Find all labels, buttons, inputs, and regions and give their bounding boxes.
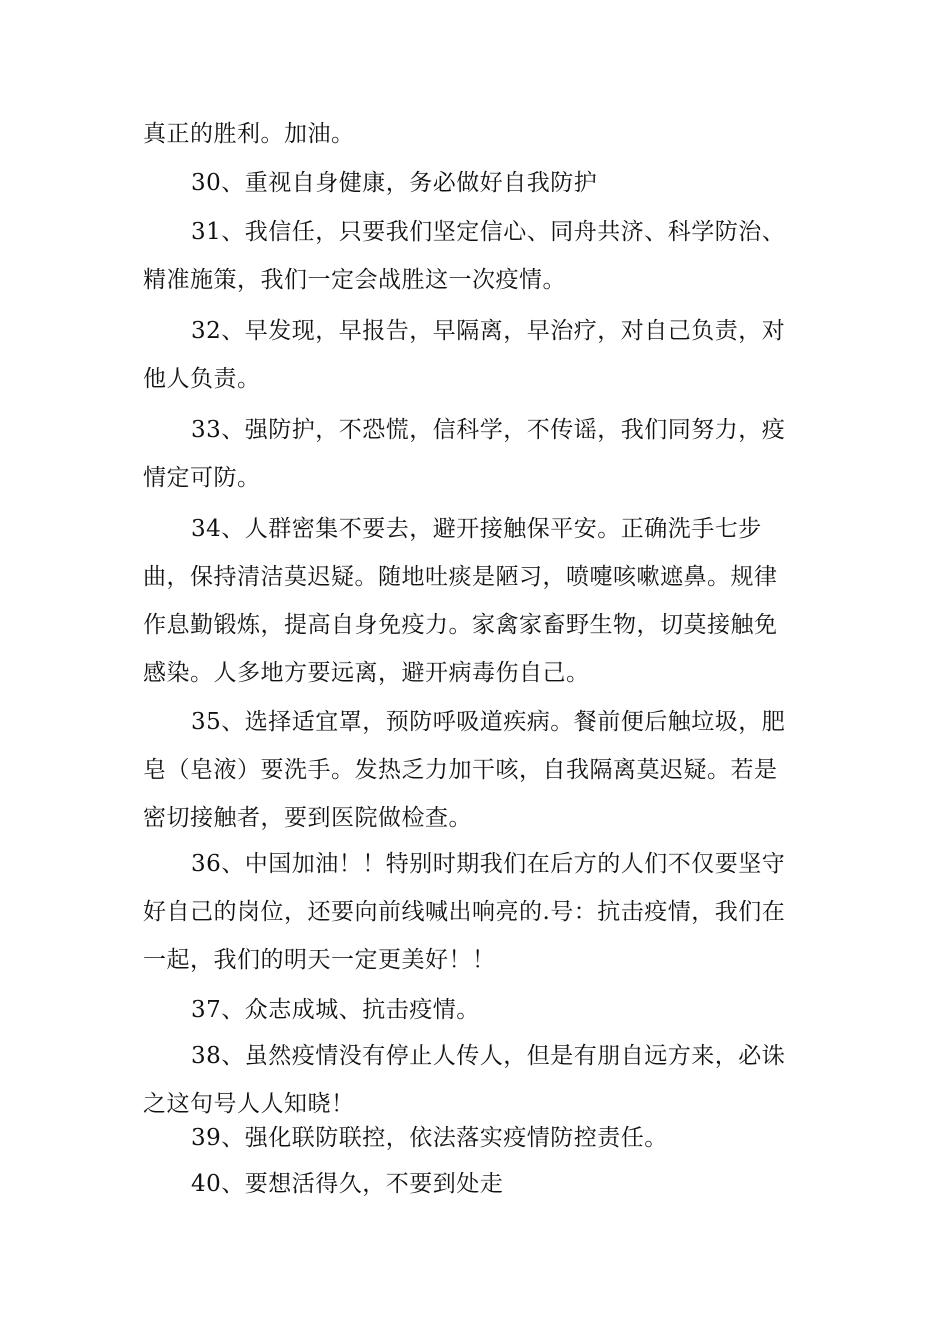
paragraph-40 [143,1160,823,1208]
text-line: 34、人群密集不要去，避开接触保平安。正确洗手七步 [191,516,762,542]
text-line: 39、强化联防联控，依法落实疫情防控责任。 [191,1125,668,1151]
paragraph-30 [143,159,823,207]
text-line: 他人负责。 [143,366,261,392]
text-line: 35、选择适宜罩，预防呼吸道疾病。餐前便后触垃圾，肥 [191,709,786,735]
text-line: 31、我信任，只要我们坚定信心、同舟共济、科学防治、 [191,219,786,245]
text-line: 感染。人多地方要远离，避开病毒伤自己。 [143,660,590,686]
paragraph-29-end [143,110,823,158]
text-line: 曲，保持清洁莫迟疑。随地吐痰是陋习，喷嚏咳嗽遮鼻。规律 [143,564,778,590]
text-line: 40、要想活得久，不要到处走 [191,1171,504,1197]
text-line: 情定可防。 [143,465,261,491]
text-line: 精准施策，我们一定会战胜这一次疫情。 [143,267,566,293]
text-line: 作息勤锻炼，提高自身免疫力。家禽家畜野生物，切莫接触免 [143,612,778,638]
text-line: 密切接触者，要到医院做检查。 [143,805,472,831]
text-line: 37、众志成城、抗击疫情。 [191,997,480,1023]
text-line: 38、虽然疫情没有停止人传人，但是有朋自远方来，必诛 [191,1043,786,1069]
paragraph-35 [143,698,823,842]
text-line: 32、早发现，早报告，早隔离，早治疗，对自己负责，对 [191,318,786,344]
text-line: 好自己的岗位，还要向前线喊出响亮的.号：抗击疫情，我们在 [143,899,786,925]
paragraph-37 [143,986,823,1034]
text-line: 30、重视自身健康，务必做好自我防护 [191,170,598,196]
paragraph-39 [143,1114,823,1162]
paragraph-34 [143,505,823,697]
text-line: 真正的胜利。加油。 [143,121,355,147]
text-line: 一起，我们的明天一定更美好！！ [143,947,496,973]
text-line: 之这句号人人知晓！ [143,1091,355,1117]
paragraph-31 [143,208,823,304]
paragraph-36 [143,840,823,984]
paragraph-32 [143,307,823,403]
text-line: 33、强防护，不恐慌，信科学，不传谣，我们同努力，疫 [191,417,786,443]
text-line: 皂（皂液）要洗手。发热乏力加干咳，自我隔离莫迟疑。若是 [143,757,778,783]
text-line: 36、中国加油！！特别时期我们在后方的人们不仅要坚守 [191,851,786,877]
paragraph-33 [143,406,823,502]
